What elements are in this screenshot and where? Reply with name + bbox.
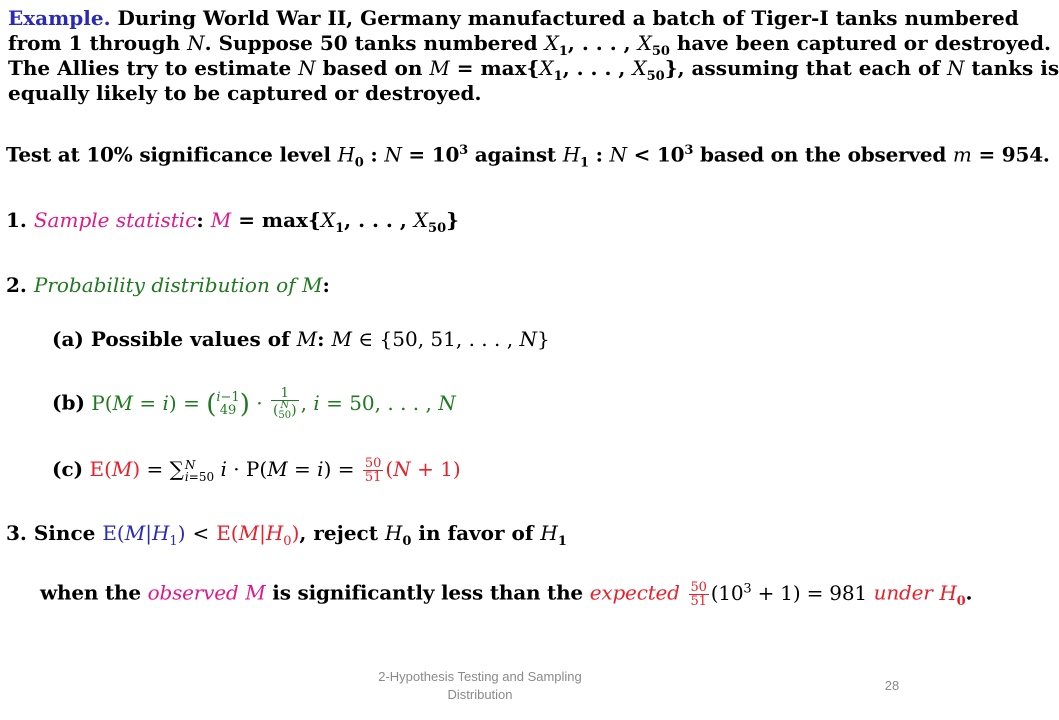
step-2b: (b) P(M = i) = (i−1 49 ) · 1 ( N 50) , i = 50, . . . , N (52, 386, 456, 421)
example-text-3b: based on (315, 56, 430, 80)
example-line-2: from 1 through N. Suppose 50 tanks numbered $X_1$, . . . , $X_{50}$ have been captured or destroyed. (8, 31, 1051, 59)
example-text-2b: . Suppose 50 tanks numbered (204, 31, 545, 55)
step-2-label: Probability distribution of (33, 273, 302, 297)
example-text-4: equally likely to be captured or destroyed. (8, 81, 482, 105)
under-word: under (873, 580, 933, 605)
step-3: 3. Since $E(M|H_1) < E(M|H_0)$, reject $H_0$ in favor of $H_1$ (6, 521, 567, 549)
step-2c-label: (c) (52, 457, 84, 481)
footer-title-line-2: Distribution (447, 687, 513, 702)
step-1-label: Sample statistic (33, 208, 197, 232)
example-text-1: During World War II, Germany manufactured a batch of Tiger-I tanks numbered (117, 6, 1019, 30)
step-3-number: 3. (6, 521, 27, 545)
test-text-a: Test at 10% significance level (6, 142, 338, 167)
example-text-2a: from 1 through (8, 31, 188, 55)
step-3-text-b: , reject (299, 521, 385, 545)
step-2a: (a) Possible values of M: M ∈ {50, 51, . . . , N} (52, 327, 550, 351)
step-2a-text: Possible values of (90, 327, 297, 351)
step-3-line2-b: is significantly less than the (265, 580, 590, 605)
example-label: Example. (8, 6, 111, 30)
footer-title-line-1: 2-Hypothesis Testing and Sampling (378, 669, 582, 684)
step-1: 1. Sample statistic: $M = \max\{X_1$, . . . , $X_{50}$} (6, 208, 459, 236)
step-2-number: 2. (6, 273, 27, 297)
step-2-colon: : (322, 273, 330, 297)
step-1-number: 1. (6, 208, 27, 232)
example-line-1 (8, 6, 1019, 31)
step-2: 2. Probability distribution of M: (6, 273, 330, 297)
example-text-3d: tanks is (964, 56, 1059, 80)
step-1-colon: : (196, 208, 204, 232)
step-3-conclusion: when the observed M is significantly less than the expected $\frac{50}{51}$ $(10^3 + 1) = 981$ under $H_0$. (40, 579, 973, 609)
example-text-3a: The Allies try to estimate (8, 56, 299, 80)
step-3-text-c: in favor of (411, 521, 541, 545)
example-text-2c: have been captured or destroyed. (669, 31, 1051, 55)
test-text-c: based on the observed (693, 142, 953, 167)
footer-title (340, 668, 620, 704)
step-2a-colon: : (317, 327, 325, 351)
test-text-d: . (1042, 142, 1050, 167)
example-line-3: The Allies try to estimate N based on $M = \max\{X_1$, . . . , $X_{50}$}, assuming that each of N tanks is (8, 56, 1059, 84)
test-text-b: against (468, 142, 563, 167)
step-2a-label: (a) (52, 327, 84, 351)
observed-word: observed (147, 580, 239, 605)
test-statement: Test at 10% significance level $H_0$ : $N = 10^3$ against $H_1$ : $N < 10^3$ based on the observed m = 954. (6, 142, 1050, 171)
step-3-line2-a: when the (40, 580, 148, 605)
step-3-text-a: Since (33, 521, 103, 545)
expected-word: expected (589, 580, 680, 605)
step-2b-label: (b) (52, 390, 85, 415)
example-line-4 (8, 81, 482, 106)
example-text-3c: , assuming that each of (677, 56, 947, 80)
step-2c: (c) E(M) = ∑N i=50 i · P(M = i) = $\frac{50}{51}$ (N + 1) (52, 456, 461, 485)
page-number: 28 (884, 678, 900, 693)
